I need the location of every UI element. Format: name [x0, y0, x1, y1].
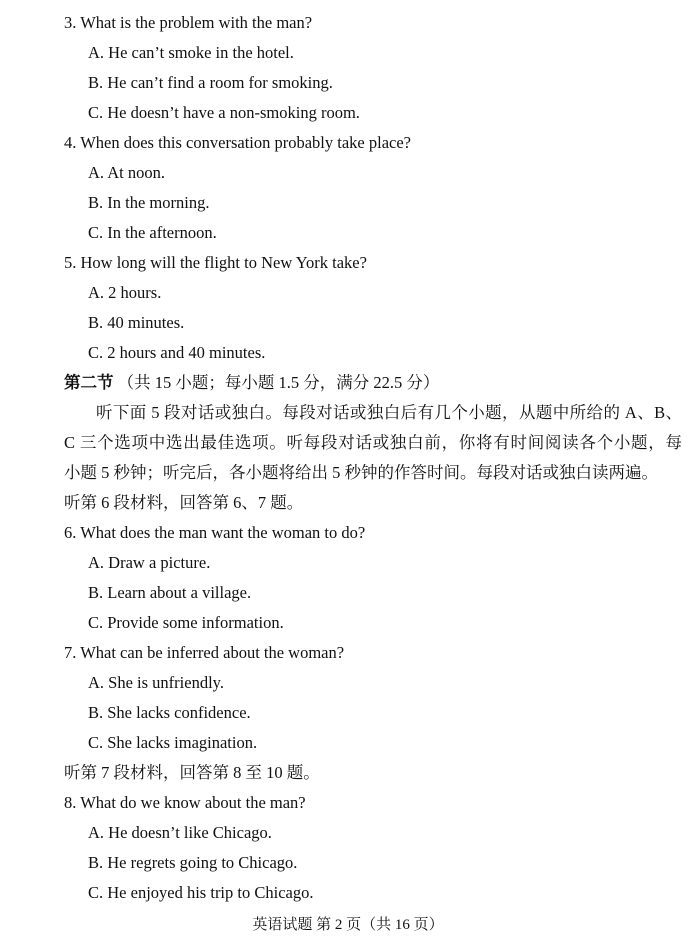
option: B. He can’t find a room for smoking. — [88, 73, 333, 92]
instruction-line: 小题 5 秒钟；听完后，各小题将给出 5 秒钟的作答时间。每段对话或独白读两遍。 — [64, 463, 658, 482]
option: C. 2 hours and 40 minutes. — [88, 343, 266, 362]
section-note: （共 15 小题；每小题 1.5 分，满分 22.5 分） — [117, 373, 440, 392]
option: A. She is unfriendly. — [88, 673, 224, 692]
material-note: 听第 6 段材料，回答第 6、7 题。 — [64, 493, 304, 512]
question-stem: 8. What do we know about the man? — [64, 793, 306, 812]
instruction-line: C 三个选项中选出最佳选项。听每段对话或独白前，你将有时间阅读各个小题，每 — [64, 433, 682, 452]
option: C. He enjoyed his trip to Chicago. — [88, 883, 314, 902]
question-stem: 5. How long will the flight to New York take? — [64, 253, 367, 272]
question-stem: 6. What does the man want the woman to do? — [64, 523, 366, 542]
page-footer: 英语试题 第 2 页（共 16 页） — [252, 917, 444, 933]
instruction-line: 听下面 5 段对话或独白。每段对话或独白后有几个小题，从题中所给的 A、B、 — [96, 403, 682, 422]
option: A. He doesn’t like Chicago. — [88, 823, 272, 842]
option: A. At noon. — [88, 163, 166, 182]
question-stem: 3. What is the problem with the man? — [64, 13, 313, 32]
option: B. In the morning. — [88, 193, 210, 212]
option: C. Provide some information. — [88, 613, 284, 632]
option: C. She lacks imagination. — [88, 733, 258, 752]
option: B. 40 minutes. — [88, 313, 185, 332]
material-note: 听第 7 段材料，回答第 8 至 10 题。 — [64, 763, 320, 782]
question-stem: 7. What can be inferred about the woman? — [64, 643, 345, 662]
option: A. He can’t smoke in the hotel. — [88, 43, 294, 62]
option: C. In the afternoon. — [88, 223, 217, 242]
section-title: 第二节 — [64, 373, 114, 392]
option: B. Learn about a village. — [88, 583, 252, 602]
option: B. She lacks confidence. — [88, 703, 251, 722]
question-stem: 4. When does this conversation probably take place? — [64, 133, 411, 152]
option: A. 2 hours. — [88, 283, 162, 302]
option: B. He regrets going to Chicago. — [88, 853, 298, 872]
option: A. Draw a picture. — [88, 553, 211, 572]
option: C. He doesn’t have a non-smoking room. — [88, 103, 360, 122]
section-heading — [64, 372, 676, 394]
